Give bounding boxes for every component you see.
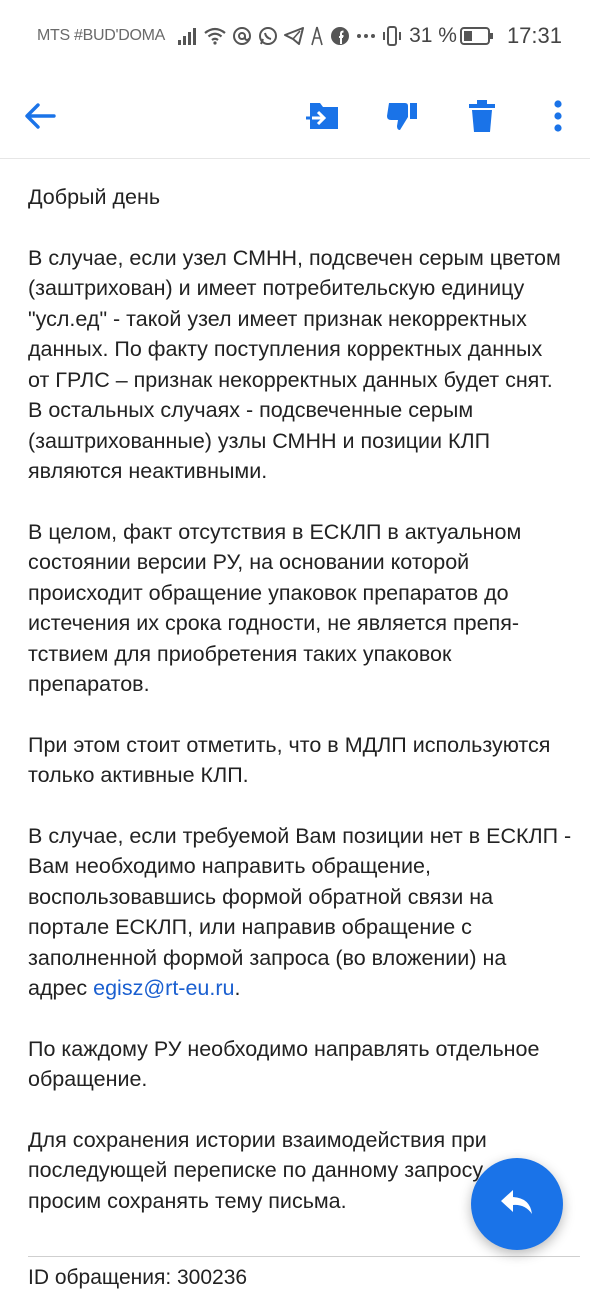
greeting-text: Добрый день (28, 185, 161, 209)
tower-icon (310, 26, 324, 46)
paragraph-3: При этом стоит отметить, что в МДЛП используются только активные КЛП. (28, 732, 551, 787)
wifi-icon (204, 27, 226, 45)
more-options-button[interactable] (536, 96, 580, 140)
vibrate-icon (382, 25, 402, 47)
whatsapp-icon (258, 26, 278, 46)
back-arrow-icon (24, 102, 56, 135)
move-to-button[interactable] (302, 96, 346, 140)
paragraph-5: По каждому РУ необходимо направлять отдельное обращение. (28, 1036, 540, 1091)
carrier-name: MTS #BUD'DOMA (37, 27, 166, 44)
paragraph-4-end: . (234, 976, 241, 1000)
move-to-inbox-icon (306, 99, 342, 138)
clock: 17:31 (506, 23, 562, 48)
back-button[interactable] (18, 96, 62, 140)
reply-button[interactable] (471, 1158, 563, 1250)
reply-icon (500, 1189, 534, 1220)
not-spam-thumbs-down-icon (385, 99, 419, 138)
request-id-line: ID обращения: 300236 (28, 1266, 248, 1289)
telegram-icon (284, 27, 304, 45)
delete-icon (468, 99, 496, 138)
not-spam-button[interactable] (380, 96, 424, 140)
signal-icon (178, 27, 198, 45)
email-body (28, 182, 580, 1246)
paragraph-4 (28, 821, 580, 1004)
email-link[interactable]: egisz@rt-eu.ru (93, 976, 235, 1000)
divider (28, 1256, 580, 1257)
status-bar (0, 0, 590, 72)
battery-percent: 31 % (409, 24, 457, 47)
paragraph-2: В целом, факт отсутствия в ЕСКЛП в актуальном состоянии версии РУ, на основании которой происходит обращение упаковок препаратов до истечения их срока годности, не является препя- тствием для приобретения таких упаковок препаратов. (28, 519, 522, 696)
paragraph-1: В случае, если узел СМНН, подсвечен серым цветом (заштрихован) и имеет потребительскую единицу "усл.ед" - такой узел имеет признак некорректных данных. По факту поступления корректных данных от ГРЛС – признак некорректных данных будет снят. В остальных случаях - подсвеченные серым (заштрихованные) узлы СМНН и позиции КЛП являются неактивными. (28, 245, 561, 483)
delete-button[interactable] (460, 96, 504, 140)
more-dots-icon (356, 33, 376, 39)
paragraph-6: Для сохранения истории взаимодействия при последующей переписке по данному запросу просим сохранять тему письма. (28, 1127, 487, 1213)
more-vert-icon (553, 99, 563, 138)
email-toolbar (0, 78, 590, 159)
facebook-icon (330, 26, 350, 46)
paragraph-4-text: В случае, если требуемой Вам позиции нет в ЕСКЛП - Вам необходимо направить обращение, воспользовавшись формой обратной связи на портале ЕСКЛП, или направив обращение с заполненной формой запроса (во вложении) на адрес (28, 823, 572, 1000)
battery-icon (460, 27, 494, 45)
at-icon (232, 26, 252, 46)
